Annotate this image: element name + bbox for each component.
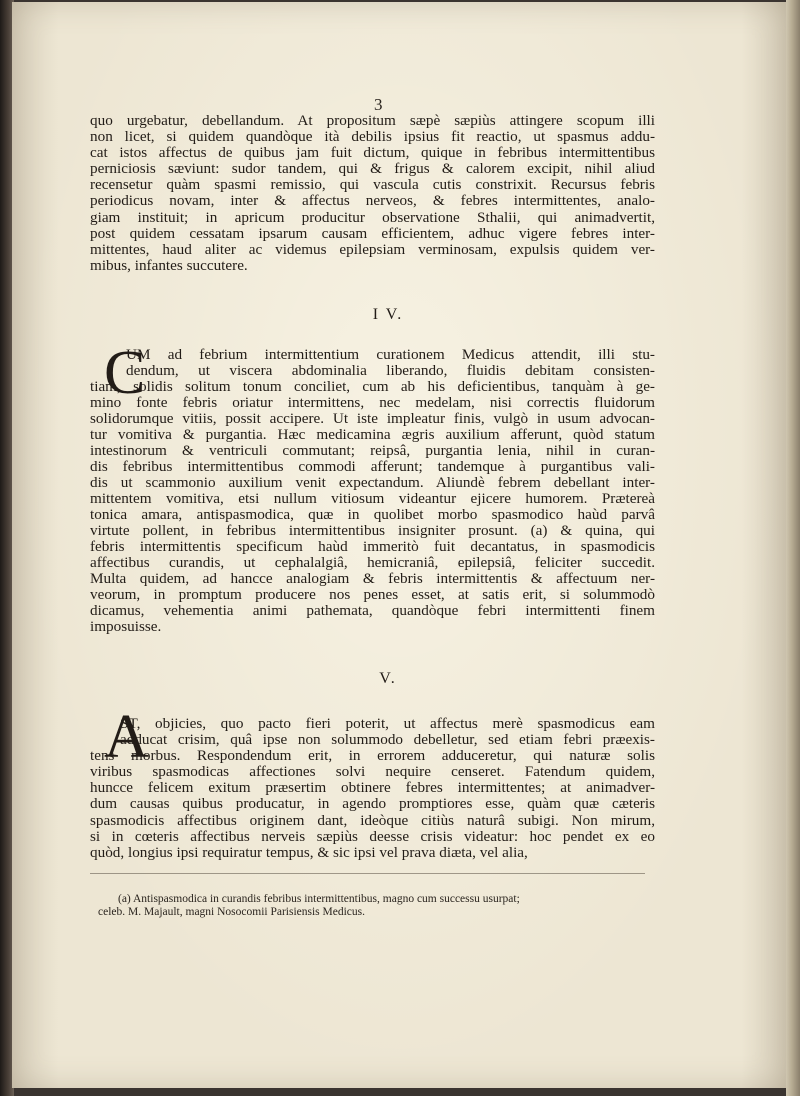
text-line: dendum, ut viscera abdominalia liberando, fluidis debitam consisten- — [126, 362, 655, 379]
footnote-line: celeb. M. Majault, magni Nosocomii Parisiensis Medicus. — [98, 906, 366, 918]
section-iv-heading: I V. — [372, 306, 404, 323]
text-line: cat istos affectus de quibus jam fuit dictum, quique in febribus intermittentibus — [90, 144, 655, 162]
text-line: periodicus novam, inter & affectus nerveos, & febres intermittentes, analo- — [90, 192, 655, 210]
text-line: dis ut scammonio auxilium venit expectandum. Aliundè febrem debellant inter- — [90, 474, 655, 491]
book-page-edge-right — [786, 0, 800, 1096]
intro-paragraph — [90, 113, 655, 274]
text-line: quòd, longius ipsi requiratur tempus, & sic ipsi vel prava diæta, vel alia, — [90, 843, 528, 861]
footnote — [98, 893, 638, 919]
text-line: si in cœteris affectibus nerveis sæpiùs deesse crisis videatur: hoc pendet ex eo — [90, 827, 655, 845]
text-line: non licet, si quidem quandòque ità debilis ipsius fit reactio, ut spasmus addu- — [90, 128, 655, 146]
text-line: mibus, infantes succutere. — [90, 256, 248, 274]
text-line: tens morbus. Respondendum erit, in errorem adduceretur, qui naturæ solis — [90, 747, 655, 765]
text-line: intestinorum & ventriculi commutant; reipsâ, purgantia lenia, nihil in curan- — [90, 442, 655, 459]
text-line: affectibus curandis, ut cephalalgiâ, hemicraniâ, epilepsiâ, feliciter succedit. — [90, 554, 655, 571]
section-v-heading: V. — [379, 670, 397, 687]
text-line: perniciosis sæviunt: sudor tandem, qui & frigus & calorem excipit, nihil aliud — [90, 160, 655, 178]
page-number: 3 — [374, 95, 383, 114]
text-line: ST, objicies, quo pacto fieri poterit, ut affectus merè spasmodicus eam — [120, 715, 655, 732]
text-line: adducat crisim, quâ ipse non solummodo debelletur, sed etiam febri præexis- — [120, 731, 655, 749]
text-line: dicamus, vehementia animi pathemata, quandòque febri intermittenti finem — [90, 602, 655, 619]
section-iv-dropcap: C — [104, 339, 146, 407]
text-line: mino fonte febris oriatur intermittens, nec medelam, nisi correctis fluidorum — [90, 394, 655, 411]
text-line: spasmodicis affectibus originem dant, ideòque citiùs naturâ subigi. Non mirum, — [90, 811, 655, 829]
text-line: solidorumque vitiis, possit accipere. Ut iste impleatur finis, vulgò in usum advocan- — [90, 410, 655, 427]
text-line: tur vomitiva & purgantia. Hæc medicamina ægris auxilium afferunt, quòd statum — [90, 426, 655, 443]
text-line: giam instituit; in apricum producitur observatione Sthalii, qui animadvertit, — [90, 208, 655, 226]
footnote-line: (a) Antispasmodica in curandis febribus intermittentibus, magno cum successu usurpat; — [118, 893, 520, 905]
section-iv-paragraph — [90, 347, 655, 635]
text-line: tonica amara, antispasmodica, quæ in quolibet morbo spasmodico haùd parvâ — [90, 506, 655, 523]
text-line: imposuisse. — [90, 618, 162, 635]
text-line: recensetur quàm spasmi remissio, qui vascula cutis constrixit. Recursus febris — [90, 176, 655, 194]
text-line: dum causas quibus producatur, in agendo promptiores esse, quàm quæ cæteris — [90, 795, 655, 813]
text-line: tiam, solidis solitum tonum conciliet, cum ab his deficientibus, tanquàm à ge- — [90, 378, 655, 395]
text-line: mittentem vomitiva, etsi nullum vitiosum videantur ejicere humorem. Prætereà — [90, 490, 655, 507]
text-line: viribus spasmodicas affectiones solvi nequire censeret. Fatendum quidem, — [90, 763, 655, 781]
text-line: virtute pollent, in febribus intermittentibus insigniter prosunt. (a) & quina, qui — [90, 522, 655, 539]
section-v-paragraph — [90, 716, 655, 861]
text-line: mittentes, haud aliter ac videmus epilepsiam verminosam, expulsis quidem ver- — [90, 240, 655, 258]
text-line: dis febribus intermittentibus commodi afferunt; tandemque à purgantibus vali- — [90, 458, 655, 475]
text-line: Multa quidem, ad hancce analogiam & febris intermittentis & affectuum ner- — [90, 570, 655, 587]
text-line: quo urgebatur, debellandum. At propositum sæpè sæpiùs attingere scopum illi — [90, 112, 655, 129]
section-v-dropcap: A — [104, 703, 149, 771]
text-line: post quidem cessatam ipsarum causam efficientem, adhuc vigere febres inter- — [90, 224, 655, 242]
text-line: UM ad febrium intermittentium curationem Medicus attendit, illi stu- — [126, 346, 655, 363]
text-line: veorum, in promptum producere nos penes esset, at satis erit, si solummodò — [90, 586, 655, 603]
text-line: febris intermittentis specificum haùd immeritò fuit decantatus, in spasmodicis — [90, 538, 655, 555]
footnote-rule — [90, 873, 645, 874]
text-line: huncce felicem exitum præsertim obtinere febres intermittentes; at animadver- — [90, 779, 655, 797]
